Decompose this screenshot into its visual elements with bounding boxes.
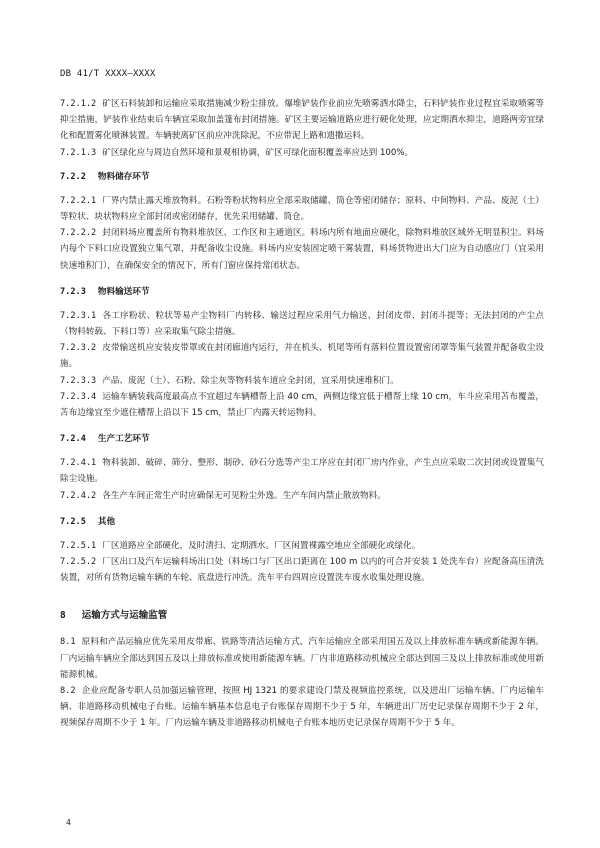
clause-7-2-2-1: [60, 193, 544, 225]
clause-text: 厂区道路应全部硬化，及时清扫、定期洒水。厂区闲置裸露空地应全部硬化或绿化。: [102, 540, 421, 551]
section-title: 生产工艺环节: [97, 434, 150, 445]
clause-number: 7.2.4.2: [60, 490, 97, 501]
clause-7-2-3-2: [60, 340, 544, 372]
clause-text: 封闭料场应覆盖所有物料堆放区、工作区和主通道区。料场内所有地面应硬化，除物料堆放区域外无明显积尘。料场内每个下料口应设置独立集气罩，并配备收尘设施。料场内应安装固定喷干雾装置，料场货物进出大门应为自动感应门（宜采用快速堆积门），在确保安全的情况下，所有门窗应保持常闭状态。: [60, 228, 544, 271]
clause-7-2-5-1: [60, 538, 544, 554]
clause-number: 7.2.3.2: [60, 343, 97, 354]
clause-number: 7.2.3.4: [60, 391, 97, 402]
clause-text: 矿区绿化应与周边自然环境和景观相协调，矿区可绿化面积覆盖率应达到 100%。: [102, 147, 414, 158]
clause-7-2-4-2: [60, 488, 544, 504]
clause-number: 7.2.1.3: [60, 147, 97, 158]
clause-number: 7.2.3.3: [60, 375, 97, 386]
clause-text: 产品、废泥（土）、石粉、除尘灰等物料装车道应全封闭，宜采用快速堆积门。: [102, 375, 399, 386]
document-body: [60, 96, 544, 732]
clause-text: 各生产车间正常生产时应确保无可见粉尘外逸。生产车间内禁止散放物料。: [102, 490, 386, 501]
clause-number: 7.2.2.2: [60, 228, 97, 239]
clause-8-2: [60, 683, 544, 732]
clause-text: 运输车辆装载高度最高点不宜超过车辆槽帮上沿 40 cm，两侧边缘宜低于槽帮上缘 10 cm，车斗应采用苫布覆盖，苫布边缘宜至少遮住槽帮上沿以下 15 cm，禁止厂内露天转运物料。: [60, 391, 544, 419]
clause-7-2-1-3: [60, 145, 544, 161]
clause-text: 原料和产品运输应优先采用皮带廊、铁路等清洁运输方式，汽车运输应全部采用国五及以上排放标准车辆或新能源车辆。厂内运输车辆应全部达到国五及以上排放标准或使用新能源车辆。厂内非道路移动机械应全部达到国三及以上排放标准或使用新能源机械。: [60, 637, 544, 680]
clause-7-2-3-4: [60, 389, 544, 421]
section-heading-7-2-4: [60, 431, 544, 447]
clause-7-2-4-1: [60, 455, 544, 487]
clause-7-2-2-2: [60, 225, 544, 274]
clause-text: 各工序粉状、粒状等易产尘物料厂内转移、输送过程应采用气力输送、封闭皮带、封闭斗提等；无法封闭的产尘点（物料转载、下料口等）应采取集气除尘措施。: [60, 310, 544, 338]
clause-number: 7.2.4.1: [60, 458, 97, 469]
clause-number: 7.2.5.1: [60, 540, 97, 551]
section-number: 7.2.3: [60, 286, 86, 297]
section-heading-7-2-3: [60, 284, 544, 300]
chapter-title: 运输方式与运输监管: [81, 610, 168, 622]
chapter-heading-8: [60, 608, 544, 624]
clause-number: 8.2: [60, 686, 76, 697]
section-heading-7-2-5: [60, 514, 544, 530]
section-title: 物料输送环节: [97, 286, 150, 297]
section-number: 7.2.2: [60, 171, 86, 182]
clause-text: 厂界内禁止露天堆放物料。石粉等粉状物料应全部采取储罐、筒仓等密闭储存；原料、中间物料、产品、废泥（土）等粒状、块状物料应全部封闭或密闭储存，优先采用储罐、筒仓。: [60, 195, 544, 223]
clause-text: 皮带输送机应安装皮带罩或在封闭廊道内运行，并在机头、机尾等所有落料位置设置密闭罩等集气装置并配备收尘设施。: [60, 343, 544, 370]
clause-7-2-3-1: [60, 308, 544, 340]
clause-number: 7.2.3.1: [60, 310, 97, 321]
clause-7-2-3-3: [60, 373, 544, 389]
chapter-number: 8: [60, 610, 66, 622]
clause-number: 7.2.1.2: [60, 99, 97, 109]
page-number: 4: [66, 818, 71, 827]
clause-number: 8.1: [60, 637, 76, 648]
clause-7-2-1-2: [60, 96, 544, 145]
clause-text: 厂区出口及汽车运输料场出口处（料场口与厂区出口距离在 100 m 以内的可合并安装 1 处洗车台）应配备高压清洗装置，对所有货物运输车辆的车轮、底盘进行冲洗。洗车平台四周应设置洗车废水收集处理设施。: [60, 557, 544, 584]
clause-text: 企业应配备专职人员加强运输管理，按照 HJ 1321 的要求建设门禁及视频监控系统，以及进出厂运输车辆、厂内运输车辆、非道路移动机械电子台账。运输车辆基本信息电子台账保存周期不少于 5 年，车辆进出厂历史记录保存周期不少于 2 年，视频保存周期不少于 1 年。厂内运输车辆及非道路移动机械电子台账本地历史记录保存周期不少于 5 年。: [60, 686, 544, 729]
section-title: 物料储存环节: [97, 171, 150, 182]
clause-text: 物料装卸、破碎、筛分、整形、制砂、砂石分选等产尘工序应在封闭厂房内作业，产生点应采取二次封闭或设置集气除尘设施。: [60, 458, 544, 485]
section-number: 7.2.4: [60, 434, 86, 445]
section-title: 其他: [97, 516, 116, 527]
clause-8-1: [60, 634, 544, 683]
clause-number: 7.2.5.2: [60, 557, 97, 568]
section-number: 7.2.5: [60, 516, 86, 527]
document-header: DB 41/T XXXX—XXXX: [60, 69, 156, 79]
clause-7-2-5-2: [60, 554, 544, 586]
clause-number: 7.2.2.1: [60, 195, 97, 206]
section-heading-7-2-2: [60, 169, 544, 185]
clause-text: 矿区石料装卸和运输应采取措施减少粉尘排放。爆堆铲装作业前应先喷雾洒水降尘，石料铲装作业过程宜采取喷雾等抑尘措施，铲装作业结束后车辆宜采取加盖篷布封闭措施。矿区主要运输道路应进行硬化处理，应定期洒水抑尘，道路两旁宜绿化和配置雾化喷淋装置。车辆驶离矿区前应冲洗除泥，不应带泥上路和遗撒运料。: [60, 99, 544, 142]
